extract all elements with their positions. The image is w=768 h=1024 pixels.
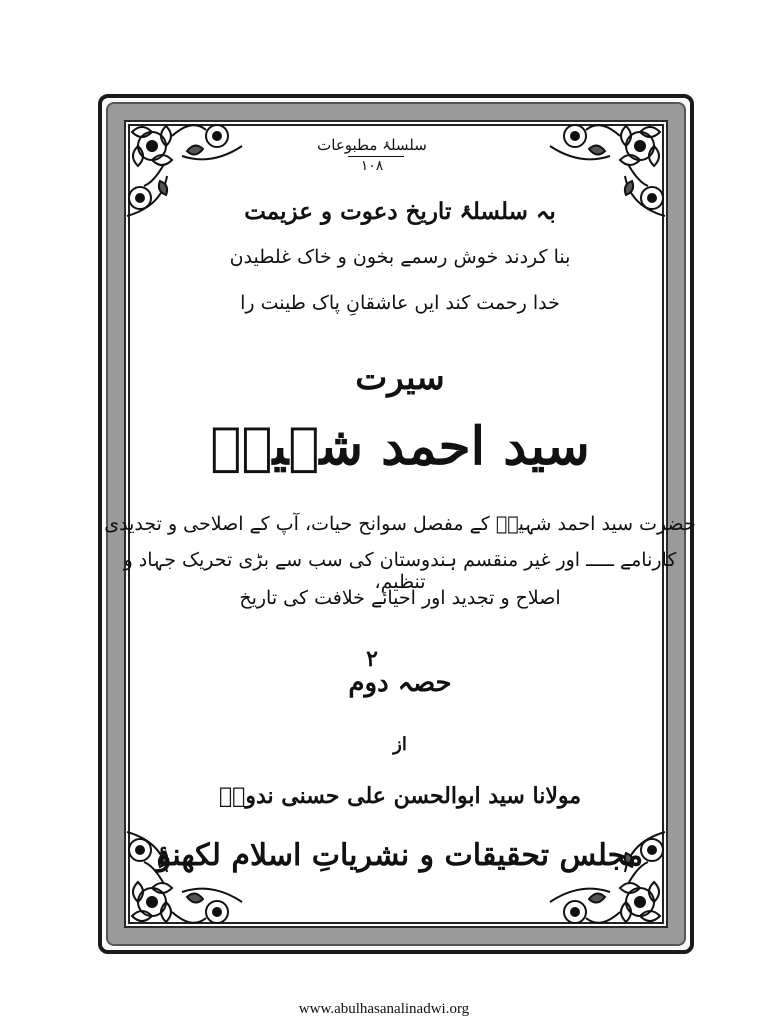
from-label: از [393,734,407,755]
description-line-1: حضرت سید احمد شہیدؒ کے مفصل سوانح حیات، آپ کے اصلاحی و تجدیدی [104,513,696,535]
series-number: ۱۰۸ [360,158,384,174]
verse-line-2: خدا رحمت کند ایں عاشقانِ پاک طینت را [240,292,560,314]
author-name: مولانا سید ابوالحسن علی حسنی ندویؒ [218,783,582,809]
description-line-3: اصلاح و تجدید اور احیائے خلافت کی تاریخ [239,587,561,609]
title-small: سیرت [355,358,445,398]
book-title: سید احمد شہیدؒ [210,416,590,477]
description-line-2: کارنامے ـــــ اور غیر منقسم ہندوستان کی سب سے بڑی تحریک جہاد و تنظیم، [123,549,677,593]
part-number: ۲ [366,646,378,672]
website-url: www.abulhasanalinadwi.org [298,1001,470,1017]
verse-line-1: بنا کردند خوش رسمے بخون و خاک غلطیدن [229,246,571,268]
part-label: حصہ دوم [348,668,452,698]
publisher-name: مجلس تحقیقات و نشریاتِ اسلام لکھنؤ [156,838,644,873]
series-divider [348,156,404,157]
book-cover [98,94,694,954]
series-label: سلسلۂ مطبوعات [317,136,427,154]
series-title: بہ سلسلۂ تاریخ دعوت و عزیمت [244,198,556,225]
